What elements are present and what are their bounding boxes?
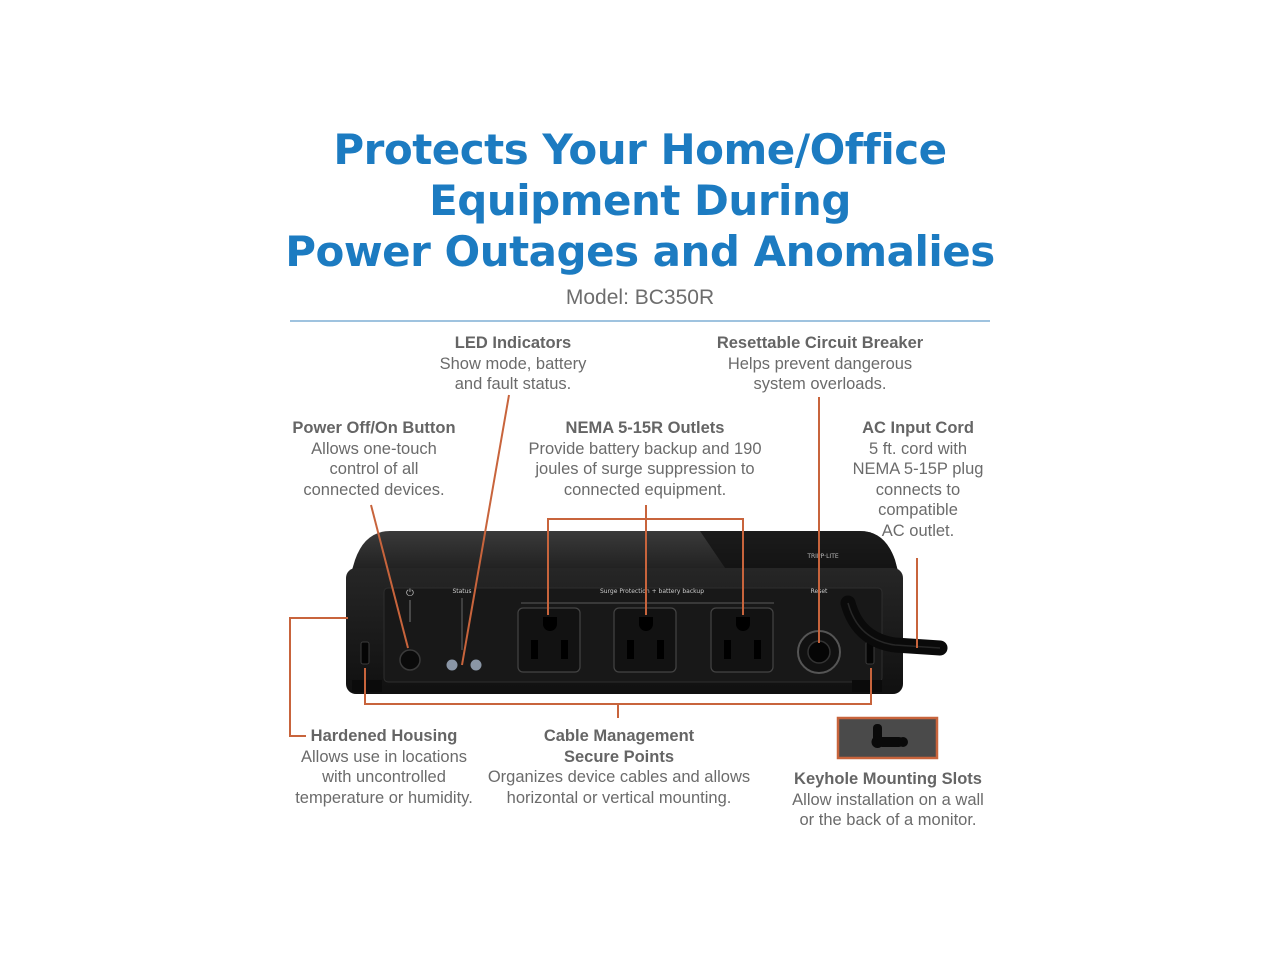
title-line-1: Protects Your Home/Office xyxy=(333,125,947,174)
callout-description: Helps prevent dangerous system overloads. xyxy=(727,354,913,393)
callout-heading: Hardened Housing xyxy=(310,727,458,745)
led-indicator-1 xyxy=(447,660,458,671)
callout-cable-management xyxy=(484,726,754,808)
callout-circuit-breaker xyxy=(700,333,940,395)
ups-right-foot xyxy=(852,680,882,692)
circuit-breaker-button xyxy=(808,641,830,663)
title-line-3: Power Outages and Anomalies xyxy=(285,227,995,276)
outlet-2 xyxy=(614,608,676,672)
power-button xyxy=(400,650,420,670)
callout-heading: Power Off/On Button xyxy=(292,419,456,437)
callout-description: 5 ft. cord with NEMA 5-15P plug connects to compatible AC outlet. xyxy=(852,439,984,540)
callout-description: Allow installation on a wall or the back of a monitor. xyxy=(792,790,984,829)
callout-heading: Cable Management Secure Points xyxy=(543,727,695,766)
callout-description: Organizes device cables and allows horizontal or vertical mounting. xyxy=(487,768,751,807)
leader-housing xyxy=(290,618,348,736)
model-number: Model: BC350R xyxy=(565,286,715,309)
callout-description: Allows use in locations with uncontrolled temperature or humidity. xyxy=(295,747,473,807)
callout-description: Provide battery backup and 190 joules of surge suppression to connected equipment. xyxy=(528,439,762,499)
ups-left-foot xyxy=(352,680,382,692)
callout-heading: NEMA 5-15R Outlets xyxy=(565,419,725,437)
callout-keyhole-slots xyxy=(780,769,996,831)
callout-heading: AC Input Cord xyxy=(862,419,974,437)
callout-outlets xyxy=(512,418,778,500)
callout-heading: Resettable Circuit Breaker xyxy=(716,334,924,352)
led-indicator-2 xyxy=(471,660,482,671)
callout-hardened-housing xyxy=(284,726,484,808)
callout-ac-input-cord xyxy=(840,418,996,541)
outlet-3 xyxy=(711,608,773,672)
left-cable-slot xyxy=(361,642,369,664)
brand-logo: TRIPP·LITE xyxy=(807,553,839,560)
power-symbol-icon: ⏻ xyxy=(406,588,414,599)
callout-description: Allows one-touch control of all connected devices. xyxy=(303,439,445,499)
callout-description: Show mode, battery and fault status. xyxy=(439,354,587,393)
callout-heading: Keyhole Mounting Slots xyxy=(794,770,982,788)
title-line-2: Equipment During xyxy=(429,176,851,225)
status-label: Status xyxy=(452,588,472,595)
callout-heading: LED Indicators xyxy=(454,334,572,352)
reset-label: Reset xyxy=(810,588,828,595)
callout-power-button xyxy=(274,418,474,500)
outlets-label: Surge Protection + battery backup xyxy=(599,588,705,595)
callout-led-indicators xyxy=(404,333,622,395)
outlet-1 xyxy=(518,608,580,672)
